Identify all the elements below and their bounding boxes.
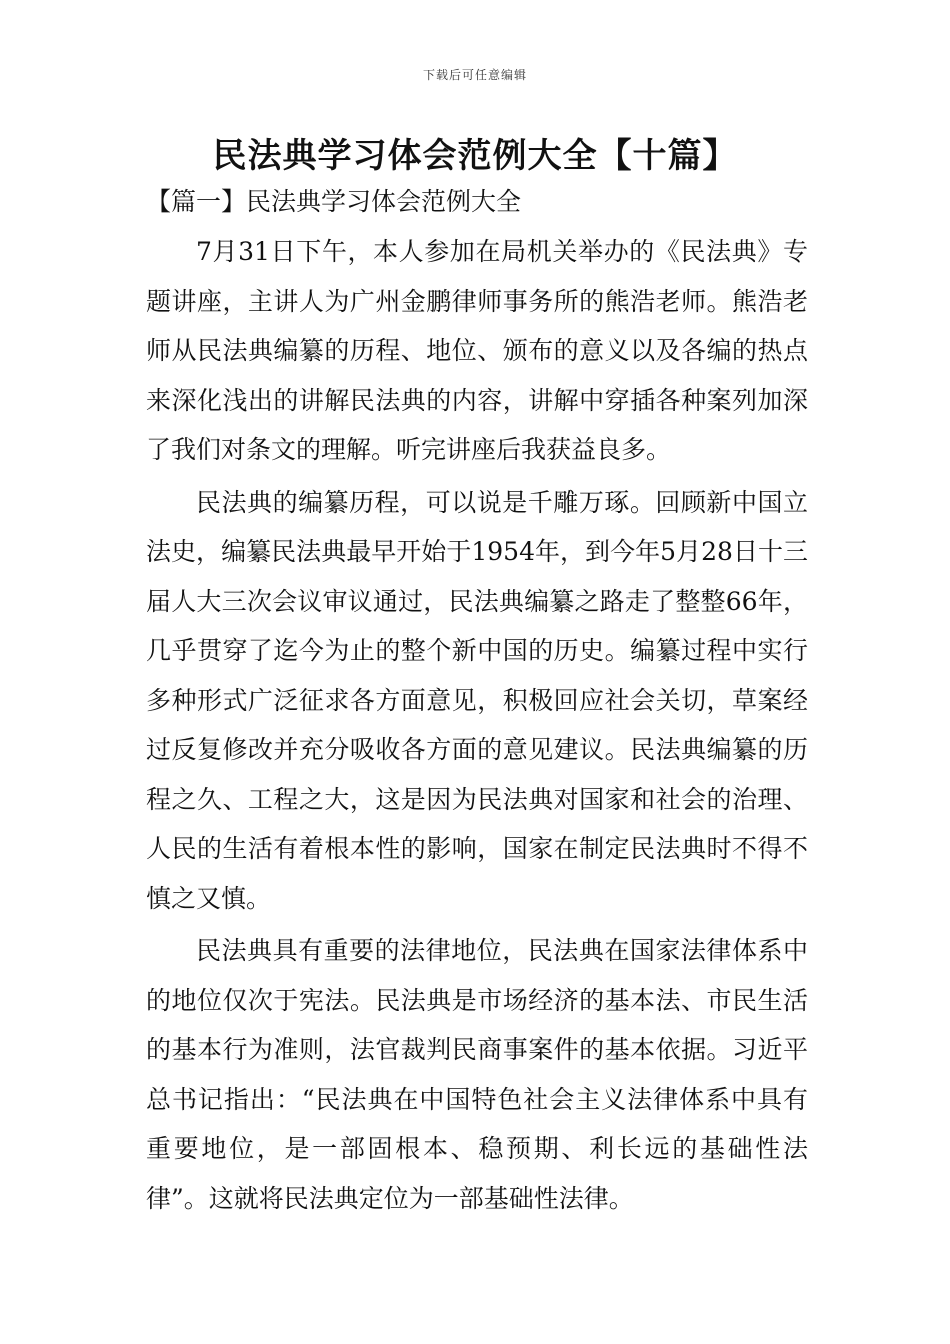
document-title: 民法典学习体会范例大全【十篇】 <box>212 136 738 176</box>
section-heading: 【篇一】民法典学习体会范例大全 <box>146 187 522 216</box>
header-note: 下载后可任意编辑 <box>422 68 527 82</box>
paragraph-3: 民法典具有重要的法律地位，民法典在国家法律体系中的地位仅次于宪法。民法典是市场经济的基本法、市民生活的基本行为准则，法官裁判民商事案件的基本依据。习近平总书记指出：“民法典在中国特色社会主义法律体系中具有重要地位，是一部固根本、稳预期、利长远的基础性法律”。这就将民法典定位为一部基础性法律。 <box>146 936 808 1213</box>
document-body <box>146 227 808 1226</box>
paragraph-1: 7月31日下午，本人参加在局机关举办的《民法典》专题讲座，主讲人为广州金鹏律师事务所的熊浩老师。熊浩老师从民法典编纂的历程、地位、颁布的意义以及各编的热点来深化浅出的讲解民法典的内容，讲解中穿插各种案列加深了我们对条文的理解。听完讲座后我获益良多。 <box>146 237 808 464</box>
paragraph-2: 民法典的编纂历程，可以说是千雕万琢。回顾新中国立法史，编纂民法典最早开始于1954年，到今年5月28日十三届人大三次会议审议通过，民法典编纂之路走了整整66年，几乎贯穿了迄今为止的整个新中国的历史。编纂过程中实行多种形式广泛征求各方面意见，积极回应社会关切，草案经过反复修改并充分吸收各方面的意见建议。民法典编纂的历程之久、工程之大，这是因为民法典对国家和社会的治理、人民的生活有着根本性的影响，国家在制定民法典时不得不慎之又慎。 <box>146 487 808 913</box>
